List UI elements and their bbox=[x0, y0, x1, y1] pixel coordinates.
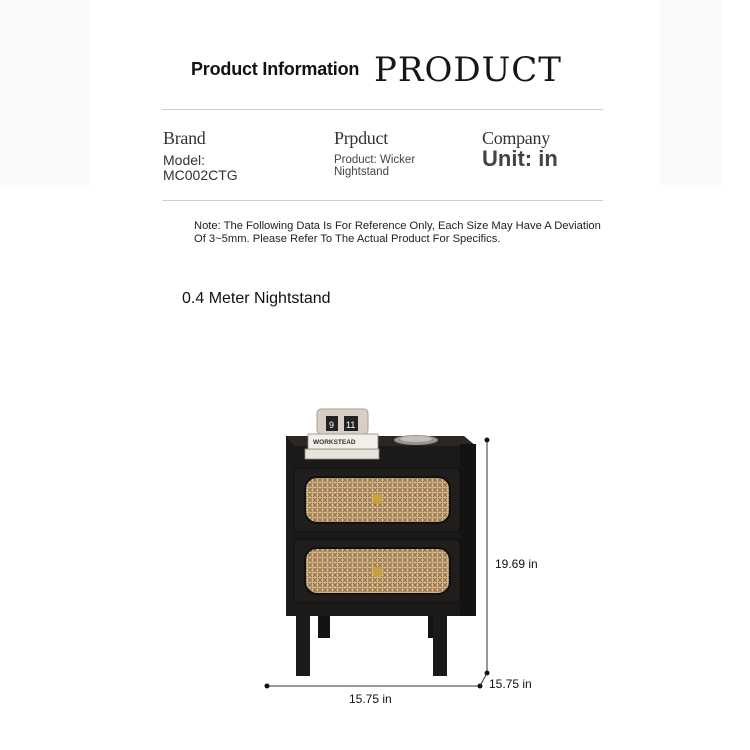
section-title: 0.4 Meter Nightstand bbox=[182, 290, 331, 307]
company-title: Company bbox=[482, 128, 550, 148]
width-dimension-end-left bbox=[265, 684, 270, 689]
height-dimension-label: 19.69 in bbox=[495, 557, 538, 571]
height-dimension-end-top bbox=[485, 438, 490, 443]
product-value: Product: Wicker Nightstand bbox=[334, 154, 416, 178]
depth-dimension-label: 15.75 in bbox=[489, 677, 532, 691]
product-title: Prpduct bbox=[334, 128, 388, 148]
cabinet-side bbox=[460, 444, 476, 616]
model-value: Model: MC002CTG bbox=[163, 152, 238, 183]
clock-hour: 9 bbox=[329, 420, 335, 430]
desk-clock bbox=[317, 409, 368, 434]
book-title: WORKSTEAD bbox=[313, 439, 356, 446]
clock-minute: 11 bbox=[346, 420, 356, 430]
brand-title: Brand bbox=[163, 128, 206, 148]
reference-note: Note: The Following Data Is For Reference Only, Each Size May Have A Deviation Of 3~5mm. Please Refer To The Actual Product For Specifics. bbox=[194, 220, 601, 245]
unit-value: Unit: in bbox=[482, 146, 558, 171]
product-heading: PRODUCT bbox=[374, 50, 562, 90]
product-information-heading: Product Information bbox=[191, 59, 360, 79]
depth-dimension-line bbox=[480, 673, 487, 686]
drawer-top-knob bbox=[373, 494, 382, 504]
leg-front-left bbox=[296, 610, 310, 676]
decor-dish-inner bbox=[400, 436, 432, 442]
width-dimension-label: 15.75 in bbox=[349, 692, 392, 706]
drawer-bottom-knob bbox=[373, 567, 382, 577]
leg-front-right bbox=[433, 610, 447, 676]
book-bottom bbox=[305, 449, 379, 459]
